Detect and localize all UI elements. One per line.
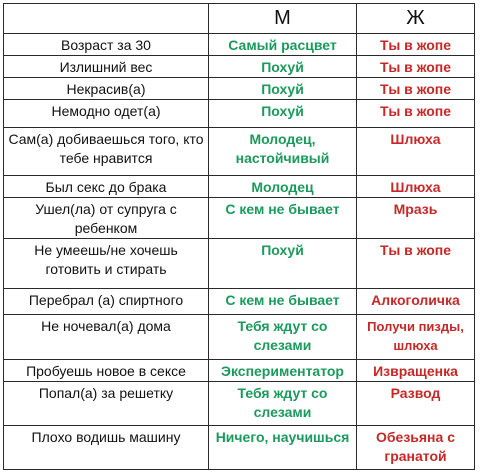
condition-cell: Попал(а) за решетку [4, 382, 209, 426]
table-row [4, 100, 475, 128]
header-female: Ж [357, 4, 475, 34]
female-verdict-cell: Развод [357, 382, 475, 426]
header-empty-cell [4, 4, 209, 34]
condition-cell: Немодно одет(а) [4, 100, 209, 128]
male-verdict-cell: С кем не бывает [209, 289, 357, 315]
female-verdict-cell: Ты в жопе [357, 239, 475, 289]
male-verdict-cell: Похуй [209, 239, 357, 289]
condition-cell: Перебрал (а) спиртного [4, 289, 209, 315]
condition-cell: Не ночевал(а) дома [4, 315, 209, 360]
table-row [4, 289, 475, 315]
condition-cell: Плохо водишь машину [4, 426, 209, 470]
female-verdict-cell: Обезьяна с гранатой [357, 426, 475, 470]
condition-cell: Некрасив(а) [4, 78, 209, 100]
male-verdict-cell: Тебя ждут со слезами [209, 382, 357, 426]
table-row [4, 426, 475, 470]
condition-cell: Ушел(ла) от супруга с ребенком [4, 198, 209, 239]
female-verdict-cell: Шлюха [357, 128, 475, 176]
male-verdict-cell: Похуй [209, 100, 357, 128]
condition-cell: Был секс до брака [4, 176, 209, 198]
condition-cell: Не умеешь/не хочешь готовить и стирать [4, 239, 209, 289]
male-verdict-cell: Похуй [209, 78, 357, 100]
comparison-table [3, 3, 475, 470]
female-verdict-cell: Ты в жопе [357, 100, 475, 128]
female-verdict-cell: Мразь [357, 198, 475, 239]
table-row [4, 360, 475, 382]
female-verdict-cell: Шлюха [357, 176, 475, 198]
table-row [4, 176, 475, 198]
header-male: М [209, 4, 357, 34]
condition-cell: Пробуешь новое в сексе [4, 360, 209, 382]
female-verdict-cell: Ты в жопе [357, 56, 475, 78]
female-verdict-cell: Ты в жопе [357, 78, 475, 100]
condition-cell: Излишний вес [4, 56, 209, 78]
header-row [4, 4, 475, 34]
male-verdict-cell: Экспериментатор [209, 360, 357, 382]
female-verdict-cell: Алкоголичка [357, 289, 475, 315]
table-row [4, 198, 475, 239]
female-verdict-cell: Получи пизды, шлюха [357, 315, 475, 360]
male-verdict-cell: Самый расцвет [209, 34, 357, 56]
table-row [4, 315, 475, 360]
table-row [4, 239, 475, 289]
female-verdict-cell: Ты в жопе [357, 34, 475, 56]
female-verdict-cell: Извращенка [357, 360, 475, 382]
male-verdict-cell: Тебя ждут со слезами [209, 315, 357, 360]
table-row [4, 128, 475, 176]
table-row [4, 56, 475, 78]
male-verdict-cell: С кем не бывает [209, 198, 357, 239]
male-verdict-cell: Молодец, настойчивый [209, 128, 357, 176]
table-row [4, 34, 475, 56]
male-verdict-cell: Ничего, научишься [209, 426, 357, 470]
male-verdict-cell: Похуй [209, 56, 357, 78]
male-verdict-cell: Молодец [209, 176, 357, 198]
condition-cell: Возраст за 30 [4, 34, 209, 56]
condition-cell: Сам(а) добиваешься того, кто тебе нравится [4, 128, 209, 176]
table-row [4, 382, 475, 426]
table-row [4, 78, 475, 100]
